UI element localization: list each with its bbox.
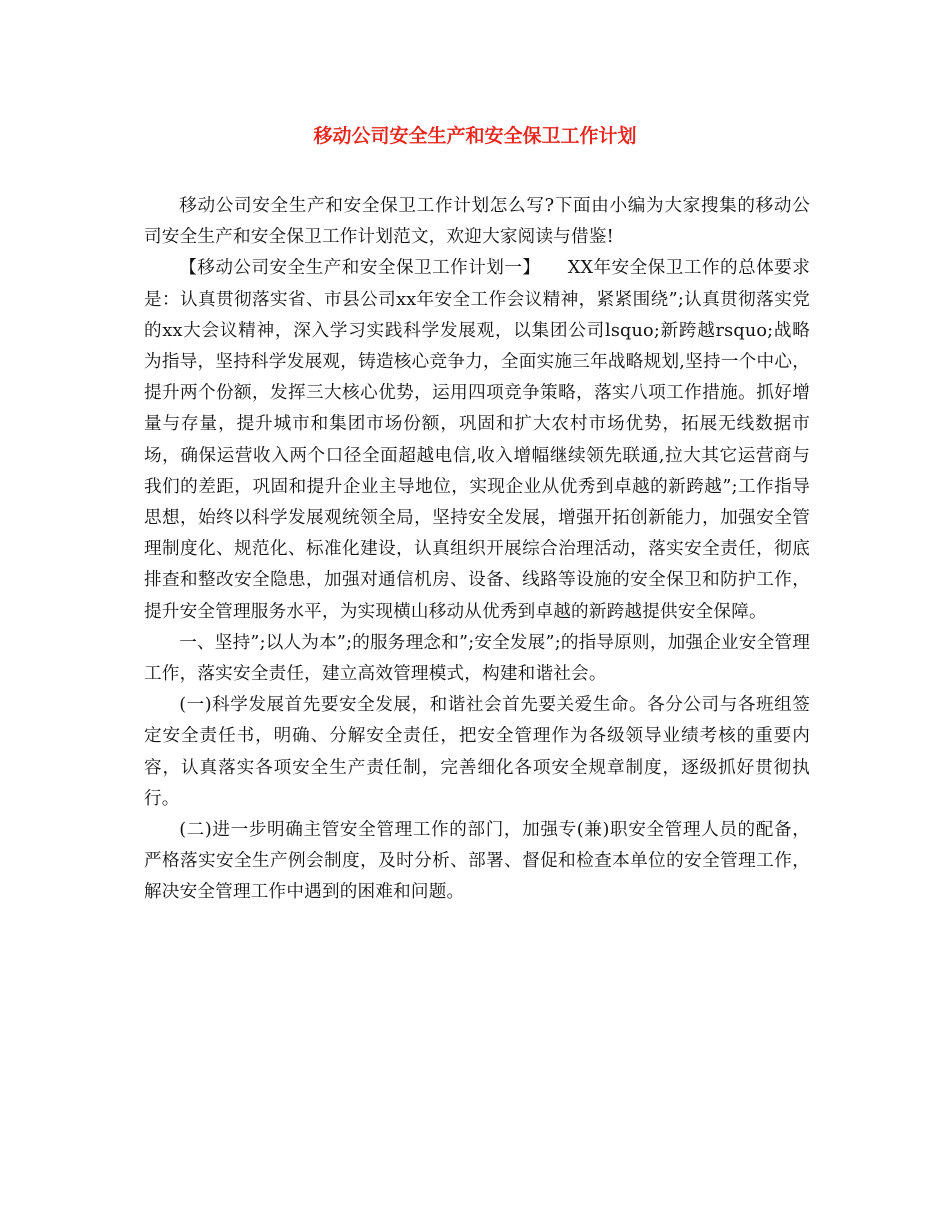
- paragraph-item-one: (一)科学发展首先要安全发展，和谐社会首先要关爱生命。各分公司与各班组签定安全责任书，明确、分解安全责任，把安全管理作为各级领导业绩考核的重要内容，认真落实各项安全生产责任制，完善细化各项安全规章制度，逐级抓好贯彻执行。: [144, 695, 810, 809]
- document-body: [144, 191, 810, 909]
- document-title: 移动公司安全生产和安全保卫工作计划: [313, 125, 637, 147]
- paragraph-section-one: 一、坚持”;以人为本”;的服务理念和”;安全发展”;的指导原则，加强企业安全管理工作，落实安全责任，建立高效管理模式，构建和谐社会。: [144, 632, 810, 685]
- paragraph-intro: 移动公司安全生产和安全保卫工作计划怎么写?下面由小编为大家搜集的移动公司安全生产和安全保卫工作计划范文，欢迎大家阅读与借鉴!: [144, 196, 810, 248]
- paragraph-item-two: (二)进一步明确主管安全管理工作的部门，加强专(兼)职安全管理人员的配备，严格落实安全生产例会制度，及时分析、部署、督促和检查本单位的安全管理工作，解决安全管理工作中遇到的困难和问题。: [144, 820, 810, 903]
- paragraph-plan-one: 【移动公司安全生产和安全保卫工作计划一】 XX年安全保卫工作的总体要求是：认真贯彻落实省、市县公司xx年安全工作会议精神，紧紧围绕”;认真贯彻落实党的xx大会议精神，深入学习实践科学发展观，以集团公司lsquo;新跨越rsquo;战略为指导，坚持科学发展观，铸造核心竞争力，全面实施三年战略规划,坚持一个中心，提升两个份额，发挥三大核心优势，运用四项竞争策略，落实八项工作措施。抓好增量与存量，提升城市和集团市场份额，巩固和扩大农村市场优势，拓展无线数据市场，确保运营收入两个口径全面超越电信,收入增幅继续领先联通,拉大其它运营商与我们的差距，巩固和提升企业主导地位，实现企业从优秀到卓越的新跨越”;工作指导思想，始终以科学发展观统领全局，坚持安全发展，增强开拓创新能力，加强安全管理制度化、规范化、标准化建设，认真组织开展综合治理活动，落实安全责任，彻底排查和整改安全隐患，加强对通信机房、设备、线路等设施的安全保卫和防护工作，提升安全管理服务水平，为实现横山移动从优秀到卓越的新跨越提供安全保障。: [144, 258, 810, 622]
